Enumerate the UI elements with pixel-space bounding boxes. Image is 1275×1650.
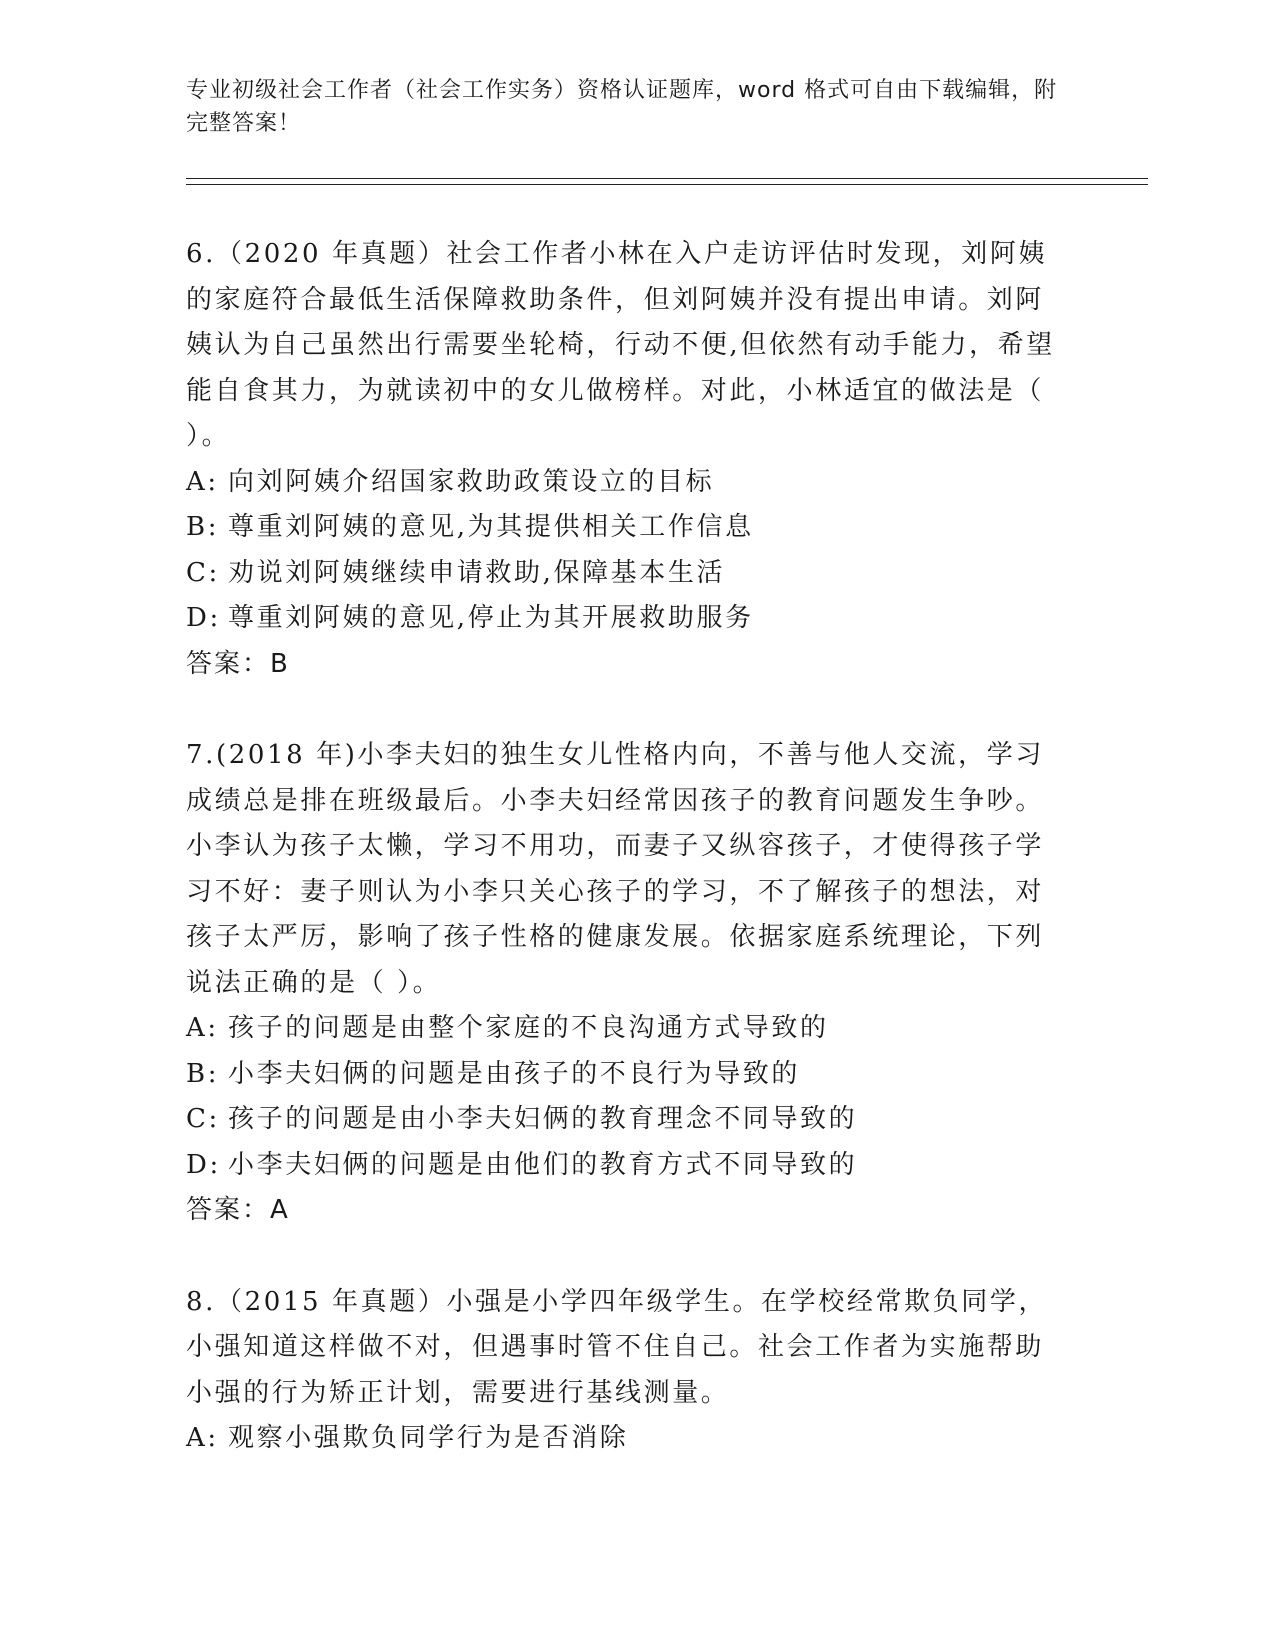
- answer-option-a: [186, 1416, 1066, 1462]
- question-answer: 答案：B: [186, 648, 290, 679]
- header-divider-second-line: [186, 184, 1148, 185]
- answer-option-b: [186, 1052, 1066, 1098]
- answer-option-c: [186, 1097, 1066, 1143]
- answer-option-d: [186, 1143, 1066, 1189]
- question-list: [186, 232, 1066, 1508]
- option-key: D:: [186, 1149, 221, 1180]
- option-text: 劝说刘阿姨继续申请救助,保障基本生活: [228, 557, 726, 588]
- answer-option-a: [186, 1006, 1066, 1052]
- option-key: A:: [186, 1423, 219, 1453]
- question-stem: 6.（2020 年真题）社会工作者小林在入户走访评估时发现，刘阿姨的家庭符合最低生活保障救助条件，但刘阿姨并没有提出申请。刘阿姨认为自己虽然出行需要坐轮椅，行动不便,但依然有动手能力，希望能自食其力，为就读初中的女儿做榜样。对此，小林适宜的做法是（ ）。: [186, 239, 1055, 451]
- document-header: 专业初级社会工作者（社会工作实务）资格认证题库，word 格式可自由下载编辑，附完整答案！: [186, 78, 1058, 136]
- option-text: 孩子的问题是由整个家庭的不良沟通方式导致的: [228, 1013, 829, 1043]
- question-answer: 答案：A: [186, 1195, 290, 1225]
- answer-option-b: [186, 505, 1066, 551]
- option-text: 孩子的问题是由小李夫妇俩的教育理念不同导致的: [228, 1104, 858, 1134]
- option-text: 尊重刘阿姨的意见,为其提供相关工作信息: [228, 512, 754, 542]
- option-text: 向刘阿姨介绍国家救助政策设立的目标: [228, 466, 715, 497]
- question-stem: 8.（2015 年真题）小强是小学四年级学生。在学校经常欺负同学，小强知道这样做不对，但遇事时管不住自己。社会工作者为实施帮助小强的行为矫正计划，需要进行基线测量。: [186, 1286, 1048, 1408]
- option-key: C:: [186, 557, 220, 588]
- option-key: A:: [186, 466, 219, 497]
- option-key: B:: [186, 512, 220, 542]
- option-text: 观察小强欺负同学行为是否消除: [228, 1423, 629, 1453]
- answer-option-d: [186, 596, 1066, 642]
- option-key: A:: [186, 1013, 219, 1043]
- question-stem: 7.(2018 年)小李夫妇的独生女儿性格内向，不善与他人交流，学习成绩总是排在班级最后。小李夫妇经常因孩子的教育问题发生争吵。小李认为孩子太懒，学习不用功，而妻子又纵容孩子，才使得孩子学习不好：妻子则认为小李只关心孩子的学习，不了解孩子的想法，对孩子太严厉，影响了孩子性格的健康发展。依据家庭系统理论，下列说法正确的是（ ）。: [186, 740, 1045, 998]
- option-text: 小李夫妇俩的问题是由他们的教育方式不同导致的: [228, 1149, 858, 1180]
- option-text: 尊重刘阿姨的意见,停止为其开展救助服务: [228, 603, 754, 633]
- option-key: D:: [186, 603, 221, 633]
- answer-option-c: [186, 551, 1066, 597]
- question-item: [186, 232, 1066, 687]
- option-key: B:: [186, 1058, 220, 1089]
- option-text: 小李夫妇俩的问题是由孩子的不良行为导致的: [228, 1058, 801, 1089]
- question-item: [186, 1280, 1066, 1462]
- option-key: C:: [186, 1104, 220, 1134]
- question-item: [186, 733, 1066, 1234]
- header-divider: [186, 178, 1148, 179]
- answer-option-a: [186, 460, 1066, 506]
